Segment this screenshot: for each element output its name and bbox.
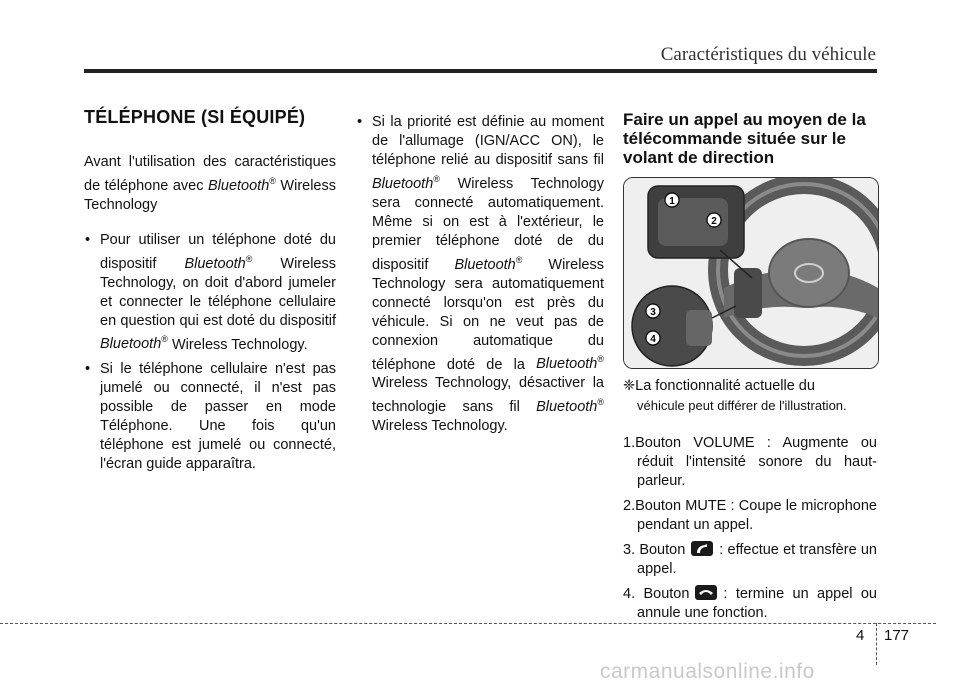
callout-2: 2 (711, 216, 717, 227)
middle-column (356, 113, 604, 442)
list-item: • Si la priorité est définie au moment de l'allumage (IGN/ACC ON), le téléphone relié au dispositif sans fil Bluetooth® Wireless Technology sera connecté automatiquement. Même si on est à l'extérieur, le premier téléphone doté de du dispositif Bluetooth® Wireless Technology sera automatiquement connecté lorsqu'on est près du véhicule. Si on ne veut pas de connexion automatique du téléphone doté de la Bluetooth® Wireless Technology, désactiver la technologie sans fil Bluetooth® Wireless Technology. (356, 113, 604, 436)
callout-3: 3 (650, 307, 656, 318)
intro-paragraph (84, 153, 336, 215)
list-item: 1.Bouton VOLUME : Augmente ou réduit l'intensité sonore du haut-parleur. (623, 435, 877, 489)
list-item: 2.Bouton MUTE : Coupe le microphone pendant un appel. (623, 498, 877, 533)
figure-caption: ❈La fonctionnalité actuelle du véhicule peut différer de l'illustration. (623, 378, 847, 413)
list-item: • Pour utiliser un téléphone doté du dispositif Bluetooth® Wireless Technology, on doit d'abord jumeler et connecter le téléphone cellulaire en question qui est doté du dispositif Bluetooth® Wireless Technology. (84, 231, 336, 355)
bluetooth-brand: Bluetooth® (536, 354, 604, 373)
header-title: Caractéristiques du véhicule (660, 44, 876, 65)
end-call-button-icon (695, 585, 717, 600)
right-column (623, 110, 877, 629)
bluetooth-brand: Bluetooth® (207, 176, 276, 194)
left-column (84, 108, 336, 480)
intro-text-b: Wireless Technology (84, 177, 336, 213)
footer-rule (0, 623, 936, 624)
page-number-divider (876, 623, 877, 665)
list-item: 4. Bouton : termine un appel ou annule une fonction. (623, 586, 877, 621)
bluetooth-brand: Bluetooth® (184, 253, 253, 272)
list-item: • Si le téléphone cellulaire n'est pas jumelé ou connecté, il n'est pas possible de passer en mode Téléphone. Une fois qu'un téléphone est jumelé ou connecté, l'écran guide apparaîtra. (84, 360, 336, 474)
header-rule (84, 69, 877, 73)
section-title: TÉLÉPHONE (SI ÉQUIPÉ) (84, 107, 306, 127)
page-number: 177 (884, 627, 910, 644)
middle-bullet-list (356, 113, 604, 436)
steering-wheel-illustration (624, 178, 878, 368)
chapter-number: 4 (856, 627, 865, 644)
callout-1: 1 (669, 196, 675, 207)
bluetooth-brand: Bluetooth® (100, 334, 168, 353)
callout-4: 4 (650, 334, 656, 345)
bluetooth-brand: Bluetooth® (372, 174, 440, 192)
bluetooth-brand: Bluetooth® (536, 397, 604, 416)
left-bullet-list (84, 231, 336, 475)
bluetooth-brand: Bluetooth® (454, 254, 523, 273)
call-button-icon (691, 541, 713, 556)
subsection-title: Faire un appel au moyen de la télécommande située sur le volant de direction (623, 110, 866, 167)
list-item: 3. Bouton : effectue et transfère un appel. (623, 542, 877, 577)
steering-wheel-figure (623, 177, 879, 369)
intro-text-a: Avant l'utilisation des caractéristiques de téléphone avec (84, 154, 336, 194)
watermark: carmanualsonline.info (600, 660, 815, 683)
button-list (623, 434, 877, 623)
